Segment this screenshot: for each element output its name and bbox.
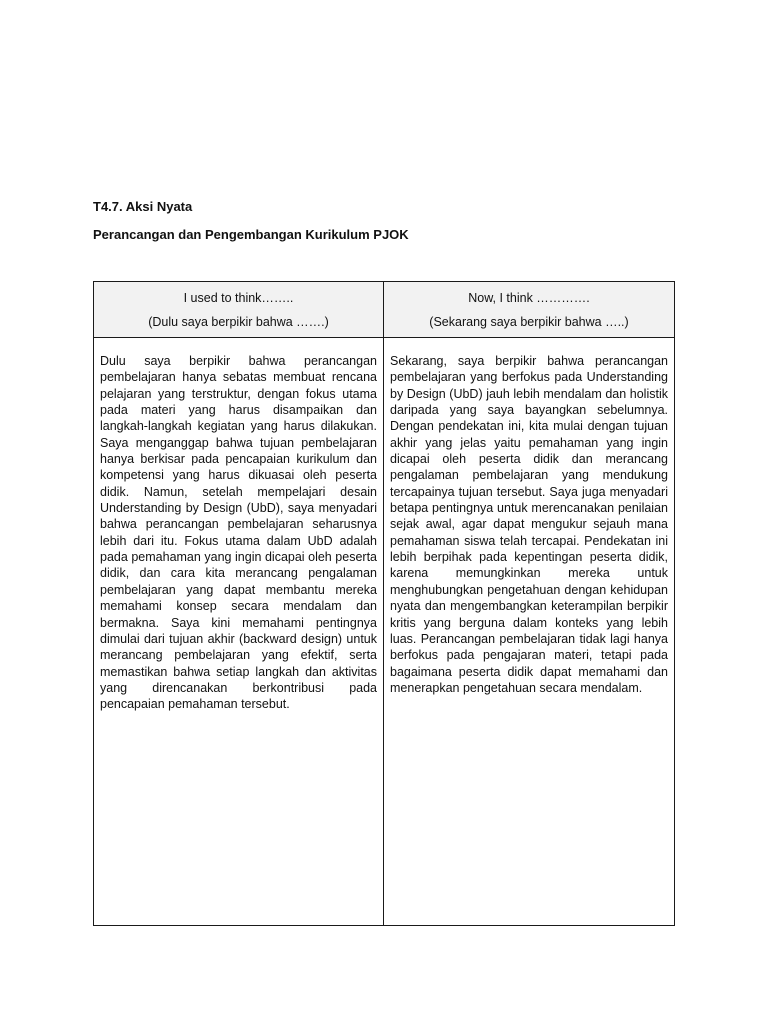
used-to-think-body: Dulu saya berpikir bahwa perancangan pembelajaran hanya sebatas membuat rencana pelajaran yang terstruktur, dengan fokus utama pada materi yang harus disampaikan dan langkah-langkah kegiatan yang harus dilakukan. Saya menganggap bahwa tujuan pembelajaran hanya berkisar pada pencapaian kurikulum dan kompetensi yang harus dikuasai oleh peserta didik. Namun, setelah mempelajari desain Understanding by Design (UbD), saya menyadari bahwa perancangan pembelajaran seharusnya lebih dari itu. Fokus utama dalam UbD adalah pada pemahaman yang ingin dicapai oleh peserta didik, dan cara kita merancang pengalaman pembelajaran yang dapat membantu mereka memahami konsep secara mendalam dan bermakna. Saya kini memahami pentingnya dimulai dari tujuan akhir (backward design) untuk merancang pembelajaran yang efektif, serta memastikan bahwa setiap langkah dan aktivitas yang direncanakan berkontribusi pada pencapaian pemahaman tersebut.	[94, 338, 384, 925]
now-think-body: Sekarang, saya berpikir bahwa perancangan pembelajaran yang berfokus pada Understanding by Design (UbD) jauh lebih mendalam dan holistik daripada yang saya bayangkan sebelumnya. Dengan pendekatan ini, kita mulai dengan tujuan akhir yang jelas yaitu pemahaman yang ingin dicapai oleh peserta didik dan merancang pengalaman pembelajaran yang mendukung tercapainya tujuan tersebut. Saya juga menyadari betapa pentingnya untuk merencanakan penilaian sejak awal, agar dapat mengukur sejauh mana pemahaman siswa telah tercapai. Pendekatan ini lebih berpihak pada kepentingan peserta didik, karena memungkinkan mereka untuk menghubungkan pengetahuan dengan kehidupan nyata dan mengembangkan keterampilan berpikir kritis yang berguna dalam konteks yang lebih luas. Perancangan pembelajaran tidak lagi hanya berfokus pada pengajaran materi, tetapi pada bagaimana peserta didik dapat memahami dan menerapkan pengetahuan secara mendalam.	[390, 354, 668, 695]
header-cell-now-think	[384, 282, 674, 338]
now-think-label: Now, I think ………….	[468, 291, 590, 305]
document-title: Perancangan dan Pengembangan Kurikulum PJOK	[93, 227, 409, 242]
used-to-think-translation: (Dulu saya berpikir bahwa …….)	[148, 315, 329, 329]
now-think-translation: (Sekarang saya berpikir bahwa …..)	[429, 315, 629, 329]
document-code: T4.7. Aksi Nyata	[93, 199, 193, 214]
used-to-think-label: I used to think……..	[183, 291, 294, 305]
reflection-table	[93, 281, 675, 926]
header-cell-used-to-think	[94, 282, 384, 338]
